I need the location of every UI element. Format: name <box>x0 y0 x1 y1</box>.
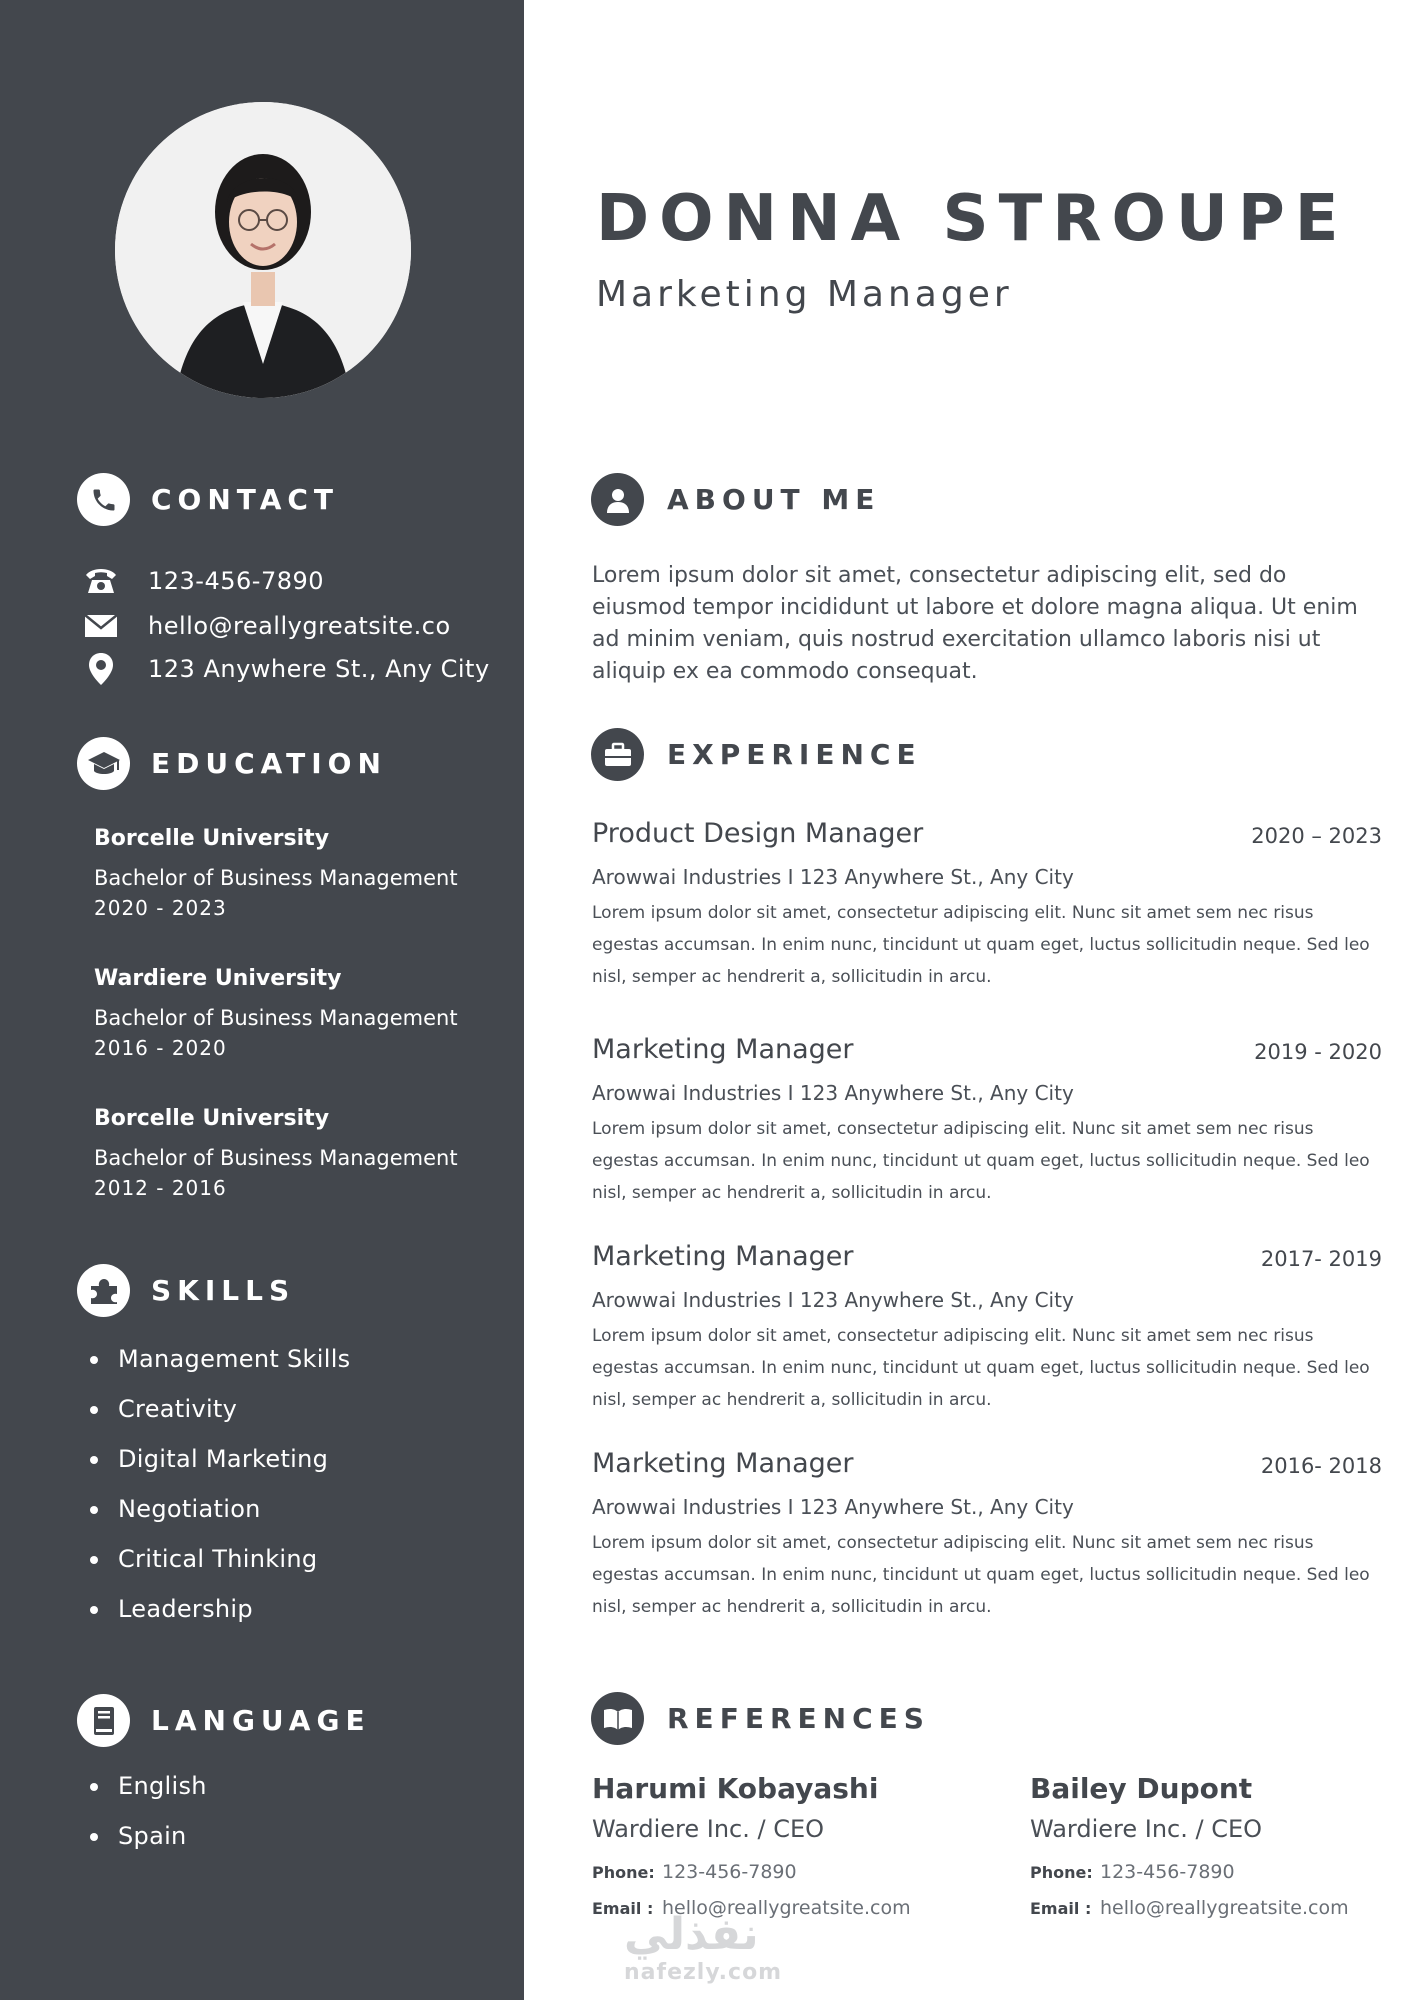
experience-heading: EXPERIENCE <box>667 738 922 771</box>
envelope-icon <box>84 609 118 643</box>
email-label: Email : <box>592 1899 654 1918</box>
location-pin-icon <box>84 652 118 686</box>
education-degree: Bachelor of Business Management <box>94 1006 458 1030</box>
user-icon <box>591 473 644 526</box>
education-degree: Bachelor of Business Management <box>94 1146 458 1170</box>
education-item <box>94 1106 514 1203</box>
skill-item: Management Skills <box>86 1334 350 1384</box>
job-title: Marketing Manager <box>592 1448 854 1479</box>
reference-card <box>1030 1772 1349 1919</box>
reference-card <box>592 1772 911 1919</box>
education-degree: Bachelor of Business Management <box>94 866 458 890</box>
graduation-cap-icon <box>77 737 130 790</box>
reference-company: Wardiere Inc. / CEO <box>592 1815 825 1843</box>
job-title: Marketing Manager <box>592 1241 854 1272</box>
job-title: Marketing Manager <box>592 1034 854 1065</box>
skill-item: Digital Marketing <box>86 1434 350 1484</box>
email-label: Email : <box>1030 1899 1092 1918</box>
skill-item: Critical Thinking <box>86 1534 350 1584</box>
reference-email-value: hello@reallygreatsite.com <box>1100 1897 1349 1919</box>
experience-item <box>592 818 1382 993</box>
job-company: Arowwai Industries I 123 Anywhere St., Any City <box>592 1495 1074 1519</box>
education-years: 2016 - 2020 <box>94 1036 227 1060</box>
reference-phone <box>592 1861 911 1883</box>
education-school: Borcelle University <box>94 1106 330 1131</box>
language-item: Spain <box>86 1811 207 1861</box>
language-list <box>86 1761 207 1861</box>
sidebar <box>0 0 524 2000</box>
job-title: Product Design Manager <box>592 818 924 849</box>
education-item <box>94 966 514 1063</box>
skill-item: Negotiation <box>86 1484 350 1534</box>
briefcase-icon <box>591 728 644 781</box>
education-heading: EDUCATION <box>151 747 387 780</box>
references-heading: REFERENCES <box>667 1702 930 1735</box>
job-years: 2017- 2019 <box>1260 1247 1382 1271</box>
education-item <box>94 826 514 923</box>
reference-phone <box>1030 1861 1349 1883</box>
book-icon <box>77 1694 130 1747</box>
contact-phone <box>84 564 324 598</box>
reference-name: Bailey Dupont <box>1030 1772 1253 1805</box>
experience-item <box>592 1034 1382 1209</box>
skills-list <box>86 1334 350 1634</box>
education-school: Wardiere University <box>94 966 342 991</box>
phone-label: Phone: <box>1030 1863 1093 1882</box>
education-years: 2012 - 2016 <box>94 1176 227 1200</box>
reference-name: Harumi Kobayashi <box>592 1772 879 1805</box>
profile-photo <box>115 102 411 398</box>
job-company: Arowwai Industries I 123 Anywhere St., Any City <box>592 1288 1074 1312</box>
contact-address <box>84 652 490 686</box>
contact-email <box>84 609 451 643</box>
language-heading: LANGUAGE <box>151 1704 371 1737</box>
job-description: Lorem ipsum dolor sit amet, consectetur adipiscing elit. Nunc sit amet sem nec risus egestas accumsan. In enim nunc, tincidunt ut quam eget, luctus sollicitudin neque. Sed leo nisl, semper ac hendrerit a, sollicitudin in arcu. <box>592 1533 1370 1617</box>
puzzle-icon <box>77 1264 130 1317</box>
watermark <box>624 1910 782 1985</box>
person-title: Marketing Manager <box>596 274 1013 315</box>
watermark-latin: nafezly.com <box>624 1960 783 1985</box>
job-description: Lorem ipsum dolor sit amet, consectetur adipiscing elit. Nunc sit amet sem nec risus egestas accumsan. In enim nunc, tincidunt ut quam eget, luctus sollicitudin neque. Sed leo nisl, semper ac hendrerit a, sollicitudin in arcu. <box>592 1326 1370 1410</box>
watermark-arabic: نفذلي <box>624 1909 759 1960</box>
reference-email-value: hello@reallygreatsite.com <box>662 1897 911 1919</box>
job-years: 2019 - 2020 <box>1254 1040 1382 1064</box>
skill-item: Creativity <box>86 1384 350 1434</box>
job-years: 2016- 2018 <box>1260 1454 1382 1478</box>
person-name: DONNA STROUPE <box>596 182 1349 256</box>
phone-label: Phone: <box>592 1863 655 1882</box>
experience-item <box>592 1448 1382 1623</box>
experience-item <box>592 1241 1382 1416</box>
contact-heading: CONTACT <box>151 483 340 516</box>
main-content <box>524 0 1414 2000</box>
about-heading: ABOUT ME <box>667 483 881 516</box>
education-years: 2020 - 2023 <box>94 896 227 920</box>
job-description: Lorem ipsum dolor sit amet, consectetur adipiscing elit. Nunc sit amet sem nec risus egestas accumsan. In enim nunc, tincidunt ut quam eget, luctus sollicitudin neque. Sed leo nisl, semper ac hendrerit a, sollicitudin in arcu. <box>592 903 1370 987</box>
job-company: Arowwai Industries I 123 Anywhere St., Any City <box>592 865 1074 889</box>
email-text: hello@reallygreatsite.co <box>148 612 451 640</box>
open-book-icon <box>591 1692 644 1745</box>
language-item: English <box>86 1761 207 1811</box>
phone-text: 123-456-7890 <box>148 567 325 595</box>
skills-heading: SKILLS <box>151 1274 296 1307</box>
reference-email <box>1030 1897 1349 1919</box>
reference-phone-value: 123-456-7890 <box>1100 1861 1235 1883</box>
job-years: 2020 – 2023 <box>1251 824 1382 848</box>
education-school: Borcelle University <box>94 826 330 851</box>
phone-icon <box>77 473 130 526</box>
about-text: Lorem ipsum dolor sit amet, consectetur adipiscing elit, sed do eiusmod tempor incididunt ut labore et dolore magna aliqua. Ut enim ad minim veniam, quis nostrud exercitation ullamco laboris nisi ut aliquip ex ea commodo consequat. <box>592 563 1358 684</box>
reference-phone-value: 123-456-7890 <box>662 1861 797 1883</box>
reference-company: Wardiere Inc. / CEO <box>1030 1815 1263 1843</box>
telephone-icon <box>84 564 118 598</box>
job-company: Arowwai Industries I 123 Anywhere St., Any City <box>592 1081 1074 1105</box>
address-text: 123 Anywhere St., Any City <box>148 655 490 683</box>
job-description: Lorem ipsum dolor sit amet, consectetur adipiscing elit. Nunc sit amet sem nec risus egestas accumsan. In enim nunc, tincidunt ut quam eget, luctus sollicitudin neque. Sed leo nisl, semper ac hendrerit a, sollicitudin in arcu. <box>592 1119 1370 1203</box>
skill-item: Leadership <box>86 1584 350 1634</box>
